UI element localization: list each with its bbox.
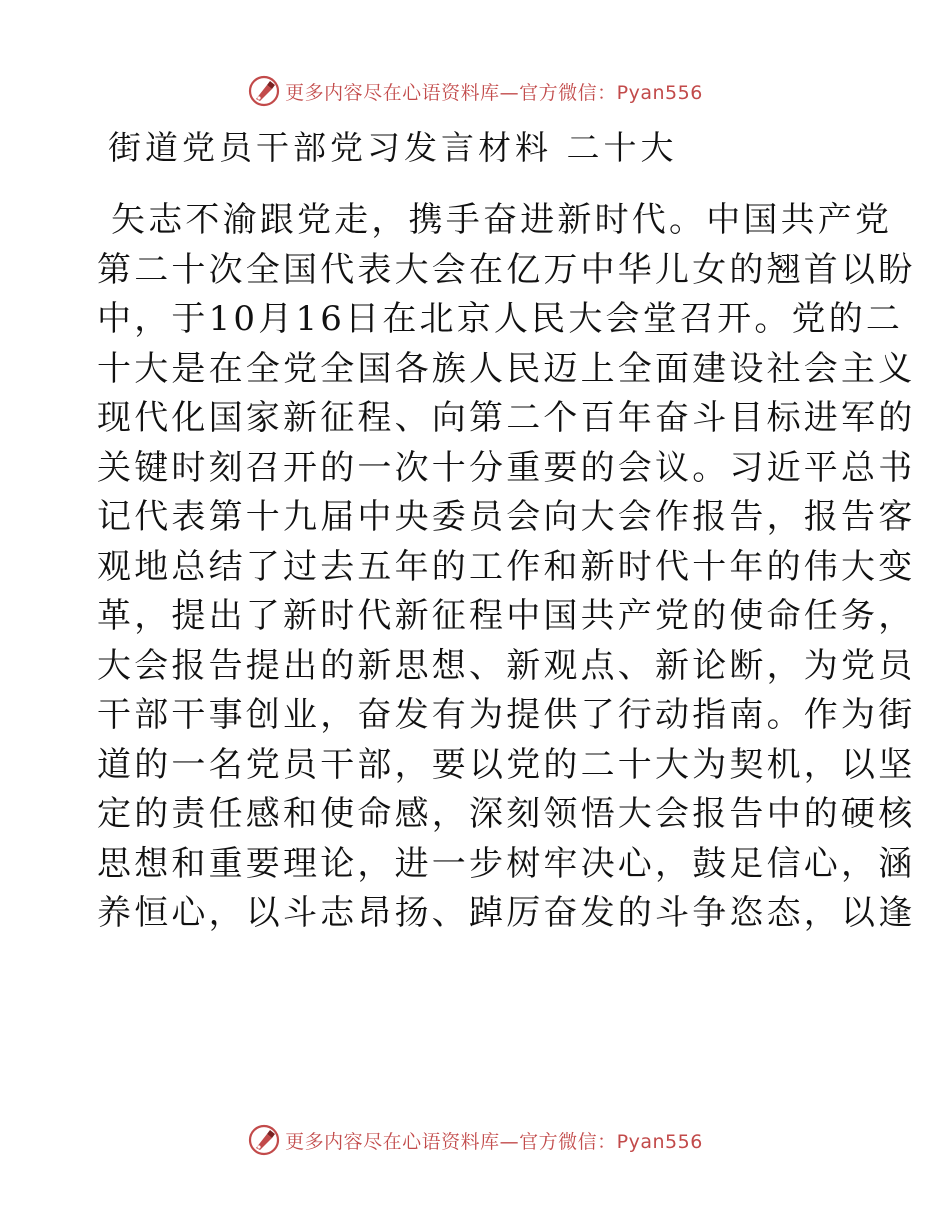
watermark-text: 更多内容尽在心语资料库—官方微信：Pyan556 [285,81,703,104]
footer-watermark-banner [0,1120,950,1160]
document-body [97,196,916,939]
document-title: 街道党员干部党习发言材料 二十大 [108,128,678,167]
paragraph-line: 第二十次全国代表大会在亿万中华儿女的翘首以盼 [97,249,916,290]
paragraph-line: 中，于10月16日在北京人民大会堂召开。党的二 [97,299,904,339]
paragraph-line: 革，提出了新时代新征程中国共产党的使命任务， [97,596,916,636]
paragraph-line: 大会报告提出的新思想、新观点、新论断，为党员 [97,645,916,686]
header-watermark-banner [0,71,950,111]
paragraph-line: 观地总结了过去五年的工作和新时代十年的伟大变 [97,546,916,587]
paragraph-line: 现代化国家新征程、向第二个百年奋斗目标进军的 [97,398,916,438]
pen-nib-logo-icon [247,1123,281,1157]
paragraph-line: 定的责任感和使命感，深刻领悟大会报告中的硬核 [97,794,916,834]
paragraph-line: 矢志不渝跟党走，携手奋进新时代。中国共产党 [111,200,893,240]
paragraph-line: 思想和重要理论，进一步树牢决心，鼓足信心，涵 [97,843,916,884]
paragraph-line: 养恒心，以斗志昂扬、踔厉奋发的斗争恣态，以逢 [97,893,916,933]
paragraph-line: 关键时刻召开的一次十分重要的会议。习近平总书 [97,447,916,488]
paragraph-line: 道的一名党员干部，要以党的二十大为契机，以坚 [97,744,916,785]
paragraph-line: 十大是在全党全国各族人民迈上全面建设社会主义 [97,348,916,389]
pen-nib-logo-icon [247,74,281,108]
paragraph-line: 记代表第十九届中央委员会向大会作报告，报告客 [97,497,916,537]
watermark-text: 更多内容尽在心语资料库—官方微信：Pyan556 [285,1130,703,1153]
paragraph-line: 干部干事创业，奋发有为提供了行动指南。作为街 [97,695,916,735]
